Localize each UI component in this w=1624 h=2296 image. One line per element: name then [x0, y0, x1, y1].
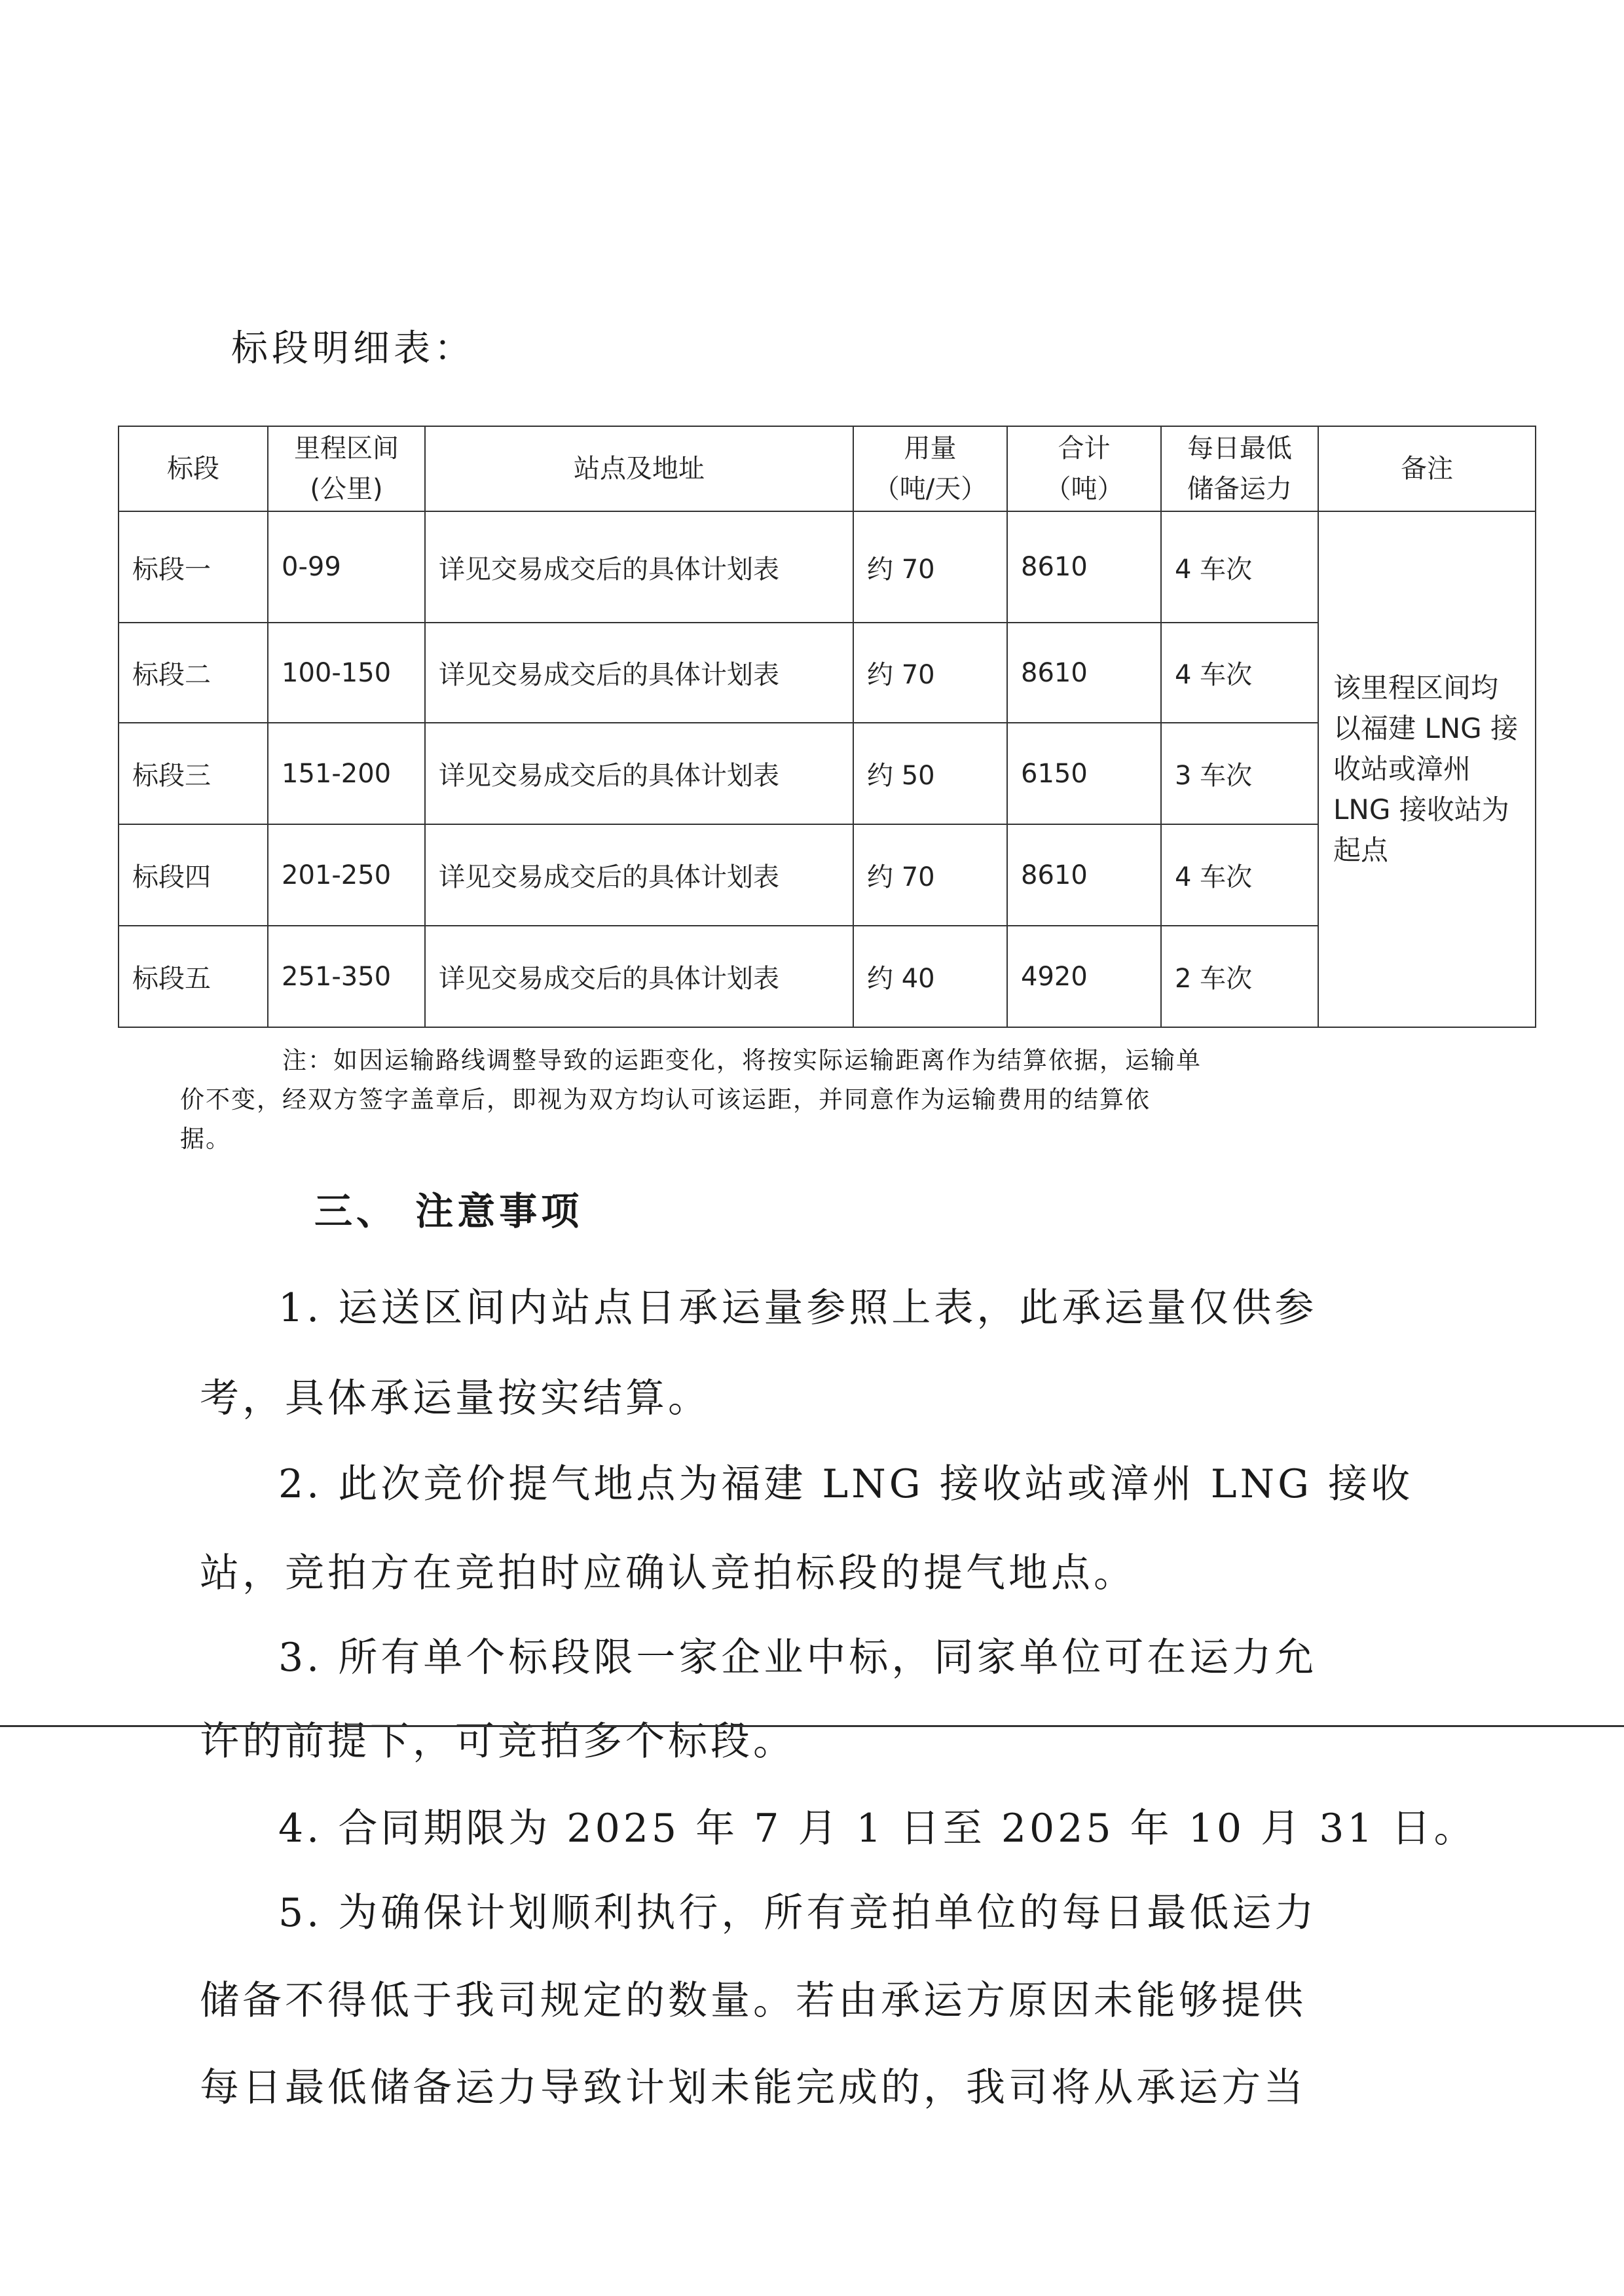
- cell-station: 详见交易成交后的具体计划表: [425, 623, 853, 723]
- paragraph-line: 1. 运送区间内站点日承运量参照上表，此承运量仅供参: [278, 1285, 1318, 1331]
- col-header-total: 合计 （吨）: [1007, 426, 1161, 511]
- cell-segment: 标段二: [119, 623, 268, 723]
- cell-mileage: 201-250: [268, 824, 425, 926]
- cell-segment: 标段五: [119, 926, 268, 1027]
- cell-station: 详见交易成交后的具体计划表: [425, 511, 853, 623]
- cell-usage: 约 70: [853, 623, 1007, 723]
- paragraph-line: 2. 此次竞价提气地点为福建 LNG 接收站或漳州 LNG 接收: [278, 1461, 1414, 1507]
- cell-segment: 标段四: [119, 824, 268, 926]
- section-heading: 三、 注意事项: [314, 1189, 583, 1233]
- col-header-mileage: 里程区间 (公里): [268, 426, 425, 511]
- cell-total: 8610: [1007, 824, 1161, 926]
- cell-mileage: 0-99: [268, 511, 425, 623]
- scan-rule-line: [0, 1725, 1624, 1727]
- paragraph-line: 储备不得低于我司规定的数量。若由承运方原因未能够提供: [200, 1978, 1306, 2024]
- paragraph-line: 每日最低储备运力导致计划未能完成的，我司将从承运方当: [200, 2065, 1306, 2111]
- cell-total: 6150: [1007, 723, 1161, 824]
- col-header-remark: 备注: [1318, 426, 1536, 511]
- paragraph-line: 站，竞拍方在竞拍时应确认竞拍标段的提气地点。: [200, 1550, 1136, 1596]
- col-header-usage: 用量 （吨/天）: [853, 426, 1007, 511]
- cell-segment: 标段一: [119, 511, 268, 623]
- col-header-station: 站点及地址: [425, 426, 853, 511]
- paragraph-line: 3. 所有单个标段限一家企业中标，同家单位可在运力允: [278, 1635, 1318, 1681]
- cell-capacity: 2 车次: [1161, 926, 1318, 1027]
- col-header-segment: 标段: [119, 426, 268, 511]
- cell-usage: 约 70: [853, 824, 1007, 926]
- segment-detail-table: [118, 426, 1536, 1028]
- cell-total: 8610: [1007, 511, 1161, 623]
- col-header-capacity: 每日最低 储备运力: [1161, 426, 1318, 511]
- cell-usage: 约 40: [853, 926, 1007, 1027]
- cell-segment: 标段三: [119, 723, 268, 824]
- paragraph-line: 5. 为确保计划顺利执行，所有竞拍单位的每日最低运力: [278, 1890, 1318, 1936]
- footnote-line: 据。: [180, 1125, 231, 1153]
- cell-total: 8610: [1007, 623, 1161, 723]
- cell-capacity: 4 车次: [1161, 824, 1318, 926]
- cell-total: 4920: [1007, 926, 1161, 1027]
- footnote-line: 注：如因运输路线调整导致的运距变化，将按实际运输距离作为结算依据，运输单: [282, 1046, 1202, 1074]
- cell-capacity: 4 车次: [1161, 623, 1318, 723]
- cell-station: 详见交易成交后的具体计划表: [425, 926, 853, 1027]
- paragraph-line: 考，具体承运量按实结算。: [200, 1376, 710, 1421]
- paragraph-line: 许的前提下，可竞拍多个标段。: [200, 1719, 796, 1764]
- cell-mileage: 251-350: [268, 926, 425, 1027]
- cell-mileage: 100-150: [268, 623, 425, 723]
- cell-remark: 该里程区间均以福建 LNG 接收站或漳州 LNG 接收站为起点: [1318, 511, 1536, 1027]
- cell-capacity: 4 车次: [1161, 511, 1318, 623]
- cell-station: 详见交易成交后的具体计划表: [425, 723, 853, 824]
- cell-mileage: 151-200: [268, 723, 425, 824]
- cell-usage: 约 70: [853, 511, 1007, 623]
- table-footnote: [180, 1041, 1384, 1159]
- cell-usage: 约 50: [853, 723, 1007, 824]
- footnote-line: 价不变，经双方签字盖章后，即视为双方均认可该运距，并同意作为运输费用的结算依: [180, 1085, 1151, 1114]
- table-header-row: [119, 426, 1536, 511]
- table-row: [119, 511, 1536, 623]
- table-title: 标段明细表：: [231, 327, 475, 370]
- cell-station: 详见交易成交后的具体计划表: [425, 824, 853, 926]
- cell-capacity: 3 车次: [1161, 723, 1318, 824]
- paragraph-line: 4. 合同期限为 2025 年 7 月 1 日至 2025 年 10 月 31 日。: [278, 1806, 1477, 1851]
